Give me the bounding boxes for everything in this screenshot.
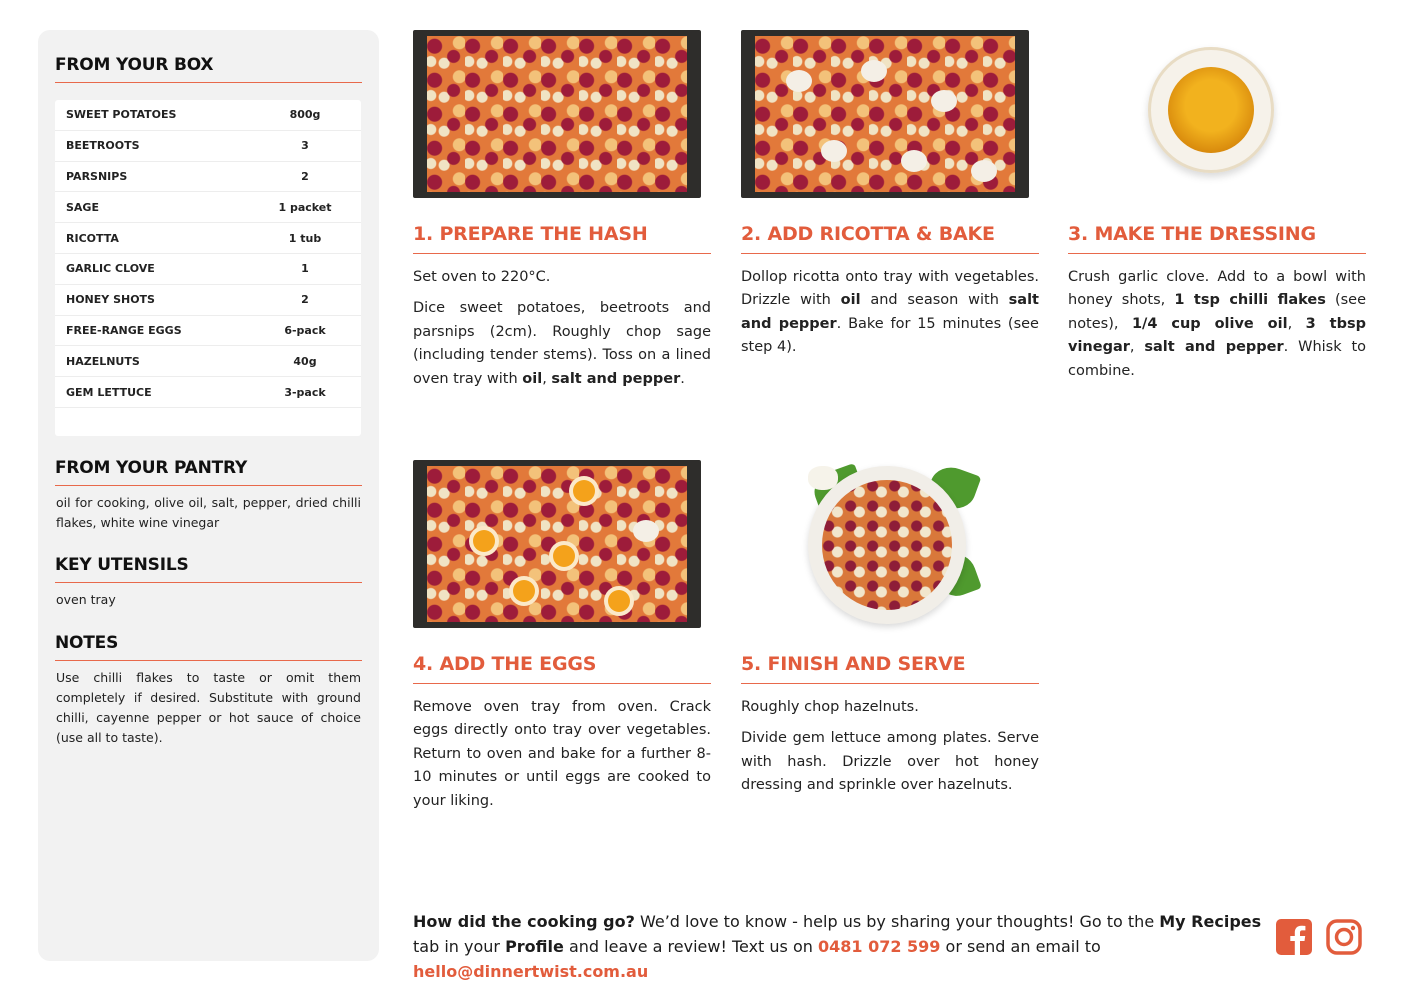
ingredient-name: FREE-RANGE EGGS [66, 323, 182, 337]
footer-text: or send an email to [940, 937, 1101, 956]
step-1-paragraph [413, 297, 711, 391]
step-text: Dice sweet potatoes, beetroots and parsnips (2cm). Roughly chop sage (including tender stems). Toss on a lined oven tray with [413, 300, 711, 387]
ingredient-qty: 1 packet [278, 200, 332, 214]
notes-heading: NOTES [55, 633, 119, 653]
notes-heading-rule [55, 660, 362, 661]
step-bold-text: 1 tsp chilli flakes [1174, 292, 1326, 309]
ricotta-dollop [861, 60, 887, 82]
step-1-photo [413, 30, 701, 198]
table-row [55, 346, 361, 377]
my-recipes-label: My Recipes [1159, 912, 1262, 931]
ingredient-qty: 3-pack [284, 385, 326, 399]
step-bold-text: 1/4 cup olive oil [1131, 315, 1288, 332]
utensils-text: oven tray [56, 592, 116, 607]
step-1-paragraph: Set oven to 220°C. [413, 269, 551, 285]
phone-link[interactable]: 0481 072 599 [817, 937, 941, 956]
ingredient-name: SWEET POTATOES [66, 108, 177, 122]
vegetables-image [427, 466, 687, 622]
table-row [55, 377, 361, 408]
step-bold-text: 3 tbsp vinegar [1068, 315, 1366, 356]
egg-yolk [573, 480, 595, 502]
footer-question: How did the cooking go? [413, 912, 635, 931]
utensils-heading-rule [55, 582, 362, 583]
step-text: , [1129, 339, 1145, 356]
ricotta-dollop [633, 520, 659, 542]
ingredient-qty: 2 [301, 293, 309, 307]
step-text: , [1287, 315, 1306, 332]
pantry-text: oil for cooking, olive oil, salt, pepper, dried chilli flakes, white wine vinegar [56, 495, 361, 530]
step-2-body [741, 266, 1039, 368]
step-1-rule [413, 253, 711, 254]
step-text: . Whisk to combine. [1068, 339, 1367, 379]
email-link[interactable]: hello@dinnertwist.com.au [413, 962, 649, 981]
step-2-photo [741, 30, 1029, 198]
step-text: . Bake for 15 minutes (see step 4). [741, 315, 1039, 356]
table-row [55, 192, 361, 223]
utensils-heading: KEY UTENSILS [55, 555, 189, 575]
notes-text: Use chilli flakes to taste or omit them completely if desired. Substitute with ground chilli, cayenne pepper or hot sauce of choice (use all to taste). [56, 670, 361, 745]
ingredient-qty: 2 [301, 169, 309, 183]
step-4-photo [413, 460, 701, 628]
ingredient-name: SAGE [66, 200, 99, 214]
ingredient-qty: 1 [301, 262, 309, 276]
ingredient-name: RICOTTA [66, 231, 119, 245]
table-row [55, 131, 361, 162]
step-3-body [1068, 266, 1366, 391]
feedback-footer [413, 909, 1268, 984]
step-5-rule [741, 683, 1039, 684]
vegetables-image [427, 36, 687, 192]
ingredient-name: GARLIC CLOVE [66, 262, 155, 276]
step-2-rule [741, 253, 1039, 254]
sidebar [38, 30, 379, 961]
step-text: Crush garlic clove. Add to a bowl with honey shots, [1068, 269, 1366, 309]
table-row [55, 316, 361, 347]
step-text: (see notes), [1068, 292, 1366, 332]
step-3-photo [1148, 47, 1274, 173]
step-5-photo [808, 466, 966, 624]
egg-yolk [553, 545, 575, 567]
ingredient-name: PARSNIPS [66, 169, 128, 183]
ricotta-dollop [971, 160, 997, 182]
instagram-icon[interactable] [1326, 919, 1362, 955]
profile-label: Profile [505, 937, 564, 956]
ingredient-qty: 3 [301, 139, 309, 153]
ingredient-qty: 1 tub [288, 231, 322, 245]
step-4-paragraph: Remove oven tray from oven. Crack eggs directly onto tray over vegetables. Return to oven and bake for a further 8-10 minutes or until eggs are cooked to your liking. [413, 699, 711, 809]
ingredient-name: GEM LETTUCE [66, 385, 152, 399]
step-bold-text: oil [522, 370, 543, 387]
step-1-body [413, 266, 711, 399]
step-bold-text: salt and pepper [1144, 339, 1284, 356]
footer-text: and leave a review! Text us on [563, 937, 818, 956]
step-text: and season with [860, 292, 1009, 309]
step-bold-text: salt and pepper [741, 292, 1039, 332]
egg-yolk [608, 590, 630, 612]
box-heading-rule [55, 82, 362, 83]
step-4-body [413, 696, 711, 821]
step-5-paragraph: Roughly chop hazelnuts. [741, 699, 919, 715]
salad-image [822, 480, 952, 610]
box-heading: FROM YOUR BOX [55, 55, 214, 75]
egg-white [808, 466, 838, 490]
step-text: . [680, 370, 685, 387]
ingredients-table [55, 100, 361, 436]
table-row [55, 285, 361, 316]
step-bold-text: salt and pepper [551, 370, 681, 387]
step-text: Dollop ricotta onto tray with vegetables. Drizzle with [741, 269, 1039, 309]
table-row [55, 223, 361, 254]
ingredient-name: HONEY SHOTS [66, 293, 155, 307]
ingredient-name: BEETROOTS [66, 139, 140, 153]
dressing-image [1168, 67, 1254, 153]
ingredient-qty: 40g [293, 354, 317, 368]
footer-text: We’d love to know - help us by sharing your thoughts! Go to the [634, 912, 1160, 931]
step-4-title: 4. ADD THE EGGS [413, 653, 597, 675]
egg-yolk [473, 530, 495, 552]
step-bold-text: oil [840, 292, 861, 309]
footer-text: tab in your [413, 937, 506, 956]
step-3-title: 3. MAKE THE DRESSING [1068, 223, 1316, 245]
ricotta-dollop [931, 90, 957, 112]
step-5-body [741, 696, 1039, 806]
ricotta-dollop [786, 70, 812, 92]
step-text: , [542, 370, 552, 387]
step-5-paragraph: Divide gem lettuce among plates. Serve with hash. Drizzle over hot honey dressing and sprinkle over hazelnuts. [741, 730, 1039, 794]
ingredient-qty: 6-pack [284, 323, 326, 337]
step-3-rule [1068, 253, 1366, 254]
step-1-title: 1. PREPARE THE HASH [413, 223, 648, 245]
table-row [55, 100, 361, 131]
step-4-rule [413, 683, 711, 684]
ingredient-qty: 800g [289, 108, 321, 122]
ricotta-dollop [901, 150, 927, 172]
facebook-icon[interactable] [1276, 919, 1312, 955]
egg-yolk [513, 580, 535, 602]
step-3-paragraph [1068, 266, 1366, 383]
table-row [55, 162, 361, 193]
table-row [55, 254, 361, 285]
pantry-heading-rule [55, 485, 362, 486]
step-2-title: 2. ADD RICOTTA & BAKE [741, 223, 995, 245]
step-5-title: 5. FINISH AND SERVE [741, 653, 966, 675]
ingredient-name: HAZELNUTS [66, 354, 140, 368]
ricotta-dollop [821, 140, 847, 162]
step-2-paragraph [741, 266, 1039, 360]
pantry-heading: FROM YOUR PANTRY [55, 458, 248, 478]
